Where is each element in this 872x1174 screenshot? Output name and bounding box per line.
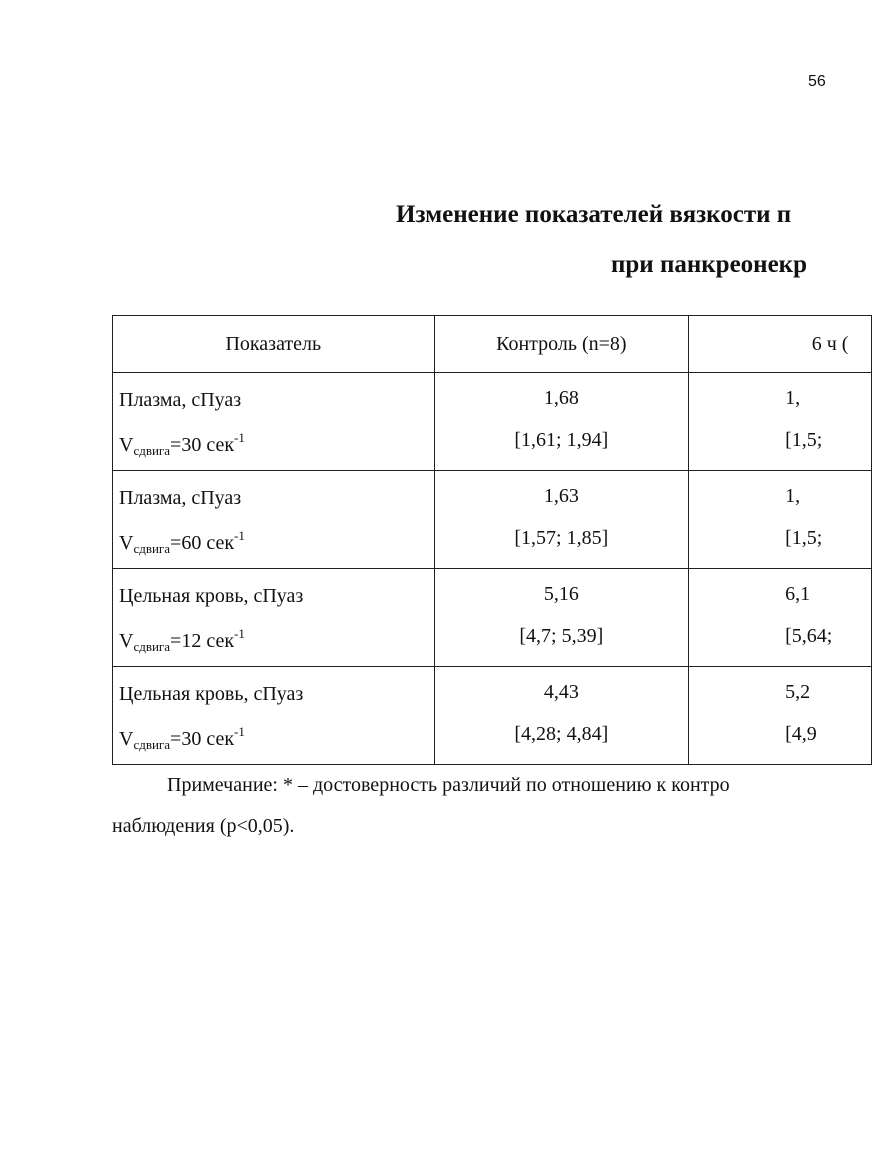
table-row bbox=[113, 667, 872, 765]
control-cell bbox=[434, 471, 689, 569]
h6-median: 1, bbox=[785, 485, 801, 507]
table-header-row bbox=[113, 316, 872, 373]
parameter-name: Плазма, сПуаз bbox=[119, 487, 242, 509]
control-cell bbox=[434, 373, 689, 471]
control-cell bbox=[434, 569, 689, 667]
parameter-cell bbox=[113, 373, 435, 471]
parameter-name: Плазма, сПуаз bbox=[119, 389, 242, 411]
shear-value: =60 сек bbox=[170, 532, 235, 554]
table-row bbox=[113, 569, 872, 667]
parameter-cell bbox=[113, 471, 435, 569]
control-median: 1,68 bbox=[543, 387, 579, 409]
shear-subscript: сдвига bbox=[133, 443, 171, 458]
header-control: Контроль (n=8) bbox=[434, 316, 689, 373]
h6-cell bbox=[689, 667, 872, 765]
shear-superscript: -1 bbox=[234, 724, 245, 739]
shear-value: =30 сек bbox=[170, 728, 235, 750]
h6-cell bbox=[689, 471, 872, 569]
note-line-2: наблюдения (р<0,05). bbox=[112, 815, 295, 837]
control-range: [4,28; 4,84] bbox=[514, 723, 609, 745]
shear-superscript: -1 bbox=[234, 430, 245, 445]
parameter-cell bbox=[113, 667, 435, 765]
parameter-cell bbox=[113, 569, 435, 667]
shear-symbol: V bbox=[119, 532, 134, 554]
control-range: [1,57; 1,85] bbox=[514, 527, 609, 549]
shear-value: =12 сек bbox=[170, 630, 235, 652]
shear-rate bbox=[119, 517, 434, 568]
note-line-1: Примечание: * – достоверность различий по отношению к контро bbox=[167, 774, 730, 796]
shear-symbol: V bbox=[119, 728, 134, 750]
table-title-line-1: Изменение показателей вязкости п bbox=[396, 201, 792, 228]
shear-value: =30 сек bbox=[170, 434, 235, 456]
table-title-line-2: при панкреонекр bbox=[611, 251, 807, 278]
shear-subscript: сдвига bbox=[133, 541, 171, 556]
shear-subscript: сдвига bbox=[133, 737, 171, 752]
shear-rate bbox=[119, 615, 434, 666]
control-range: [1,61; 1,94] bbox=[514, 429, 609, 451]
h6-range: [5,64; bbox=[785, 625, 833, 647]
control-range: [4,7; 5,39] bbox=[519, 625, 604, 647]
shear-subscript: сдвига bbox=[133, 639, 171, 654]
viscosity-table bbox=[112, 315, 872, 765]
control-median: 1,63 bbox=[543, 485, 579, 507]
h6-range: [1,5; bbox=[785, 429, 823, 451]
shear-superscript: -1 bbox=[234, 626, 245, 641]
control-median: 4,43 bbox=[543, 681, 579, 703]
control-cell bbox=[434, 667, 689, 765]
shear-symbol: V bbox=[119, 434, 134, 456]
h6-range: [4,9 bbox=[785, 723, 817, 745]
parameter-name: Цельная кровь, сПуаз bbox=[119, 585, 304, 607]
parameter-name: Цельная кровь, сПуаз bbox=[119, 683, 304, 705]
page-number: 56 bbox=[808, 73, 826, 90]
table-note bbox=[112, 765, 872, 847]
h6-median: 6,1 bbox=[785, 583, 811, 605]
h6-median: 5,2 bbox=[785, 681, 811, 703]
h6-cell bbox=[689, 373, 872, 471]
shear-rate bbox=[119, 419, 434, 470]
h6-median: 1, bbox=[785, 387, 801, 409]
shear-superscript: -1 bbox=[234, 528, 245, 543]
h6-range: [1,5; bbox=[785, 527, 823, 549]
control-median: 5,16 bbox=[543, 583, 579, 605]
viscosity-table-container bbox=[112, 315, 872, 761]
shear-rate bbox=[119, 713, 434, 764]
header-6h-label: 6 ч ( bbox=[811, 332, 849, 355]
header-6h bbox=[689, 316, 872, 373]
shear-symbol: V bbox=[119, 630, 134, 652]
table-row bbox=[113, 471, 872, 569]
table-row bbox=[113, 373, 872, 471]
h6-cell bbox=[689, 569, 872, 667]
header-parameter: Показатель bbox=[113, 316, 435, 373]
